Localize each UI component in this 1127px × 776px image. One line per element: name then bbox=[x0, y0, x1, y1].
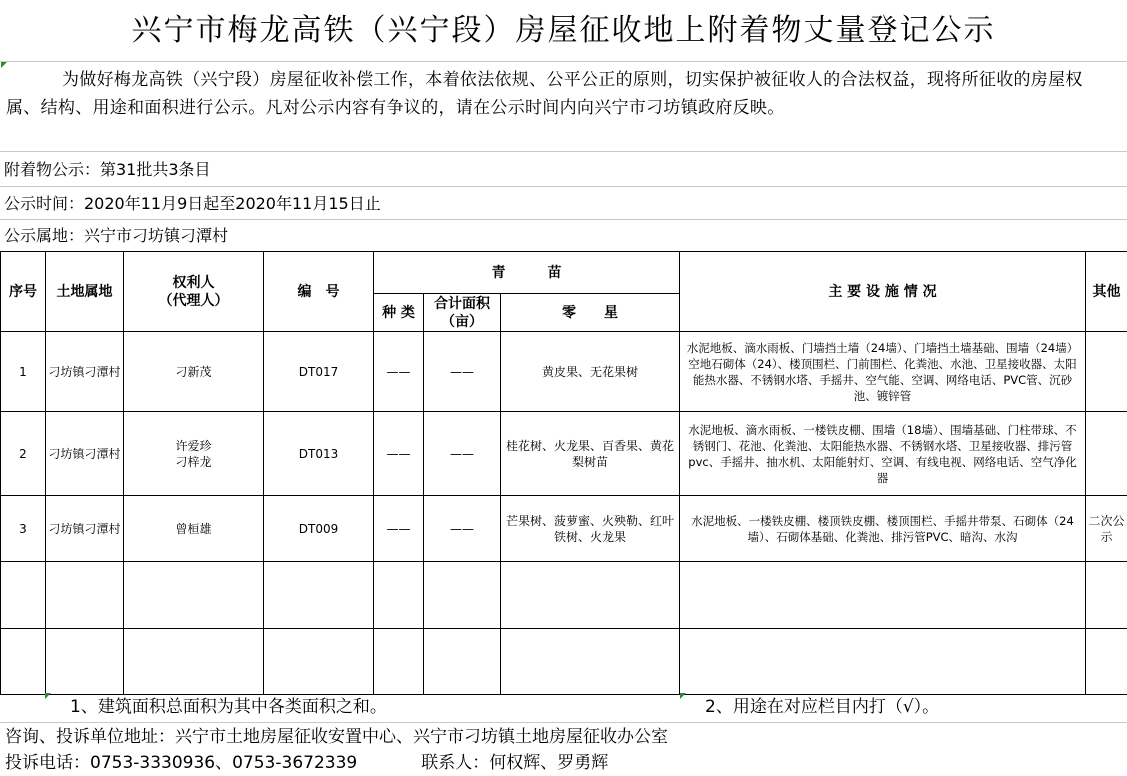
cell-type: —— bbox=[374, 496, 424, 562]
header-land: 土地属地 bbox=[46, 252, 124, 332]
cell-land: 刁坊镇刁潭村 bbox=[46, 332, 124, 412]
cell-type: —— bbox=[374, 332, 424, 412]
header-other: 其他 bbox=[1086, 252, 1127, 332]
cell-type: —— bbox=[374, 412, 424, 496]
footnote-usage: 2、用途在对应栏目内打（√）。 bbox=[705, 697, 940, 717]
cell-code: DT017 bbox=[264, 332, 374, 412]
cell-seq: 1 bbox=[1, 332, 46, 412]
header-scattered: 零 星 bbox=[501, 294, 680, 332]
header-area-line1: 合计面积 bbox=[434, 295, 490, 312]
header-area bbox=[424, 294, 501, 332]
cell-area: —— bbox=[424, 332, 501, 412]
cell-seq: 2 bbox=[1, 412, 46, 496]
header-owner-line2: （代理人） bbox=[158, 292, 229, 309]
header-code: 编 号 bbox=[264, 252, 374, 332]
cell-land: 刁坊镇刁潭村 bbox=[46, 496, 124, 562]
header-owner bbox=[124, 252, 264, 332]
document-title: 兴宁市梅龙高铁（兴宁段）房屋征收地上附着物丈量登记公示 bbox=[0, 0, 1127, 62]
empty-row bbox=[1, 562, 1127, 629]
header-seq: 序号 bbox=[1, 252, 46, 332]
cell-note-marker bbox=[680, 693, 686, 699]
cell-facilities: 水泥地板、滴水雨板、门墙挡土墙（24墙）、门墙挡土墙基础、围墙（24墙）空地石砌体（24）、楼顶围栏、门前围栏、化粪池、水池、卫星接收器、太阳能热水器、不锈钢水塔、手摇井、空气能、空调、网络电话、PVC管、沉砂池、镀锌管 bbox=[680, 332, 1086, 412]
time-info: 公示时间：2020年11月9日起至2020年11月15日止 bbox=[0, 187, 1127, 220]
cell-other bbox=[1086, 332, 1127, 412]
location-info: 公示属地：兴宁市刁坊镇刁潭村 bbox=[4, 226, 229, 245]
cell-other bbox=[1086, 412, 1127, 496]
empty-row bbox=[1, 629, 1127, 695]
contact-person: 联系人：何权辉、罗勇辉 bbox=[421, 753, 609, 773]
intro-paragraph: 为做好梅龙高铁（兴宁段）房屋征收补偿工作，本着依法依规、公平公正的原则，切实保护被征收人的合法权益，现将所征收的房屋权属、结构、用途和面积进行公示。凡对公示内容有争议的，请在公示时间内向兴宁市刁坊镇政府反映。 bbox=[0, 62, 1127, 152]
cell-area: —— bbox=[424, 496, 501, 562]
cell-code: DT009 bbox=[264, 496, 374, 562]
cell-seq: 3 bbox=[1, 496, 46, 562]
cell-area: —— bbox=[424, 412, 501, 496]
contact-line bbox=[0, 750, 1127, 776]
cell-owner: 曾桓雄 bbox=[124, 496, 264, 562]
cell-scattered: 桂花树、火龙果、百香果、黄花梨树苗 bbox=[501, 412, 680, 496]
header-crops: 青 苗 bbox=[374, 252, 680, 294]
batch-info: 附着物公示：第31批共3条目 bbox=[0, 152, 1127, 187]
header-area-line2: （亩） bbox=[441, 313, 483, 330]
complaint-phone: 投诉电话：0753-3330936、0753-3672339 bbox=[5, 753, 358, 773]
footnote-area: 1、建筑面积总面积为其中各类面积之和。 bbox=[70, 697, 387, 717]
contact-address: 咨询、投诉单位地址：兴宁市土地房屋征收安置中心、兴宁市刁坊镇土地房屋征收办公室 bbox=[0, 722, 1127, 750]
cell-facilities: 水泥地板、滴水雨板、一楼铁皮棚、围墙（18墙）、围墙基础、门柱带球、不锈钢门、花池、化粪池、太阳能热水器、不锈钢水塔、卫星接收器、排污管pvc、手摇井、抽水机、太阳能射灯、空调、有线电视、网络电话、空气净化器 bbox=[680, 412, 1086, 496]
cell-scattered: 芒果树、菠萝蜜、火殃勒、红叶铁树、火龙果 bbox=[501, 496, 680, 562]
cell-land: 刁坊镇刁潭村 bbox=[46, 412, 124, 496]
cell-scattered: 黄皮果、无花果树 bbox=[501, 332, 680, 412]
header-owner-line1: 权利人 bbox=[172, 274, 215, 291]
table-row bbox=[1, 412, 1127, 496]
cell-facilities: 水泥地板、一楼铁皮棚、楼顶铁皮棚、楼顶围栏、手摇井带泵、石砌体（24墙）、石砌体基础、化粪池、排污管PVC、暗沟、水沟 bbox=[680, 496, 1086, 562]
cell-code: DT013 bbox=[264, 412, 374, 496]
header-row-1 bbox=[1, 252, 1127, 294]
cell-owner: 刁新茂 bbox=[124, 332, 264, 412]
table-row bbox=[1, 496, 1127, 562]
cell-note-marker bbox=[45, 693, 51, 699]
header-type: 种 类 bbox=[374, 294, 424, 332]
registration-table bbox=[0, 251, 1127, 695]
header-facilities: 主 要 设 施 情 况 bbox=[680, 252, 1086, 332]
cell-other: 二次公示 bbox=[1086, 496, 1127, 562]
cell-owner: 许爱珍 刁梓龙 bbox=[124, 412, 264, 496]
table-row bbox=[1, 332, 1127, 412]
